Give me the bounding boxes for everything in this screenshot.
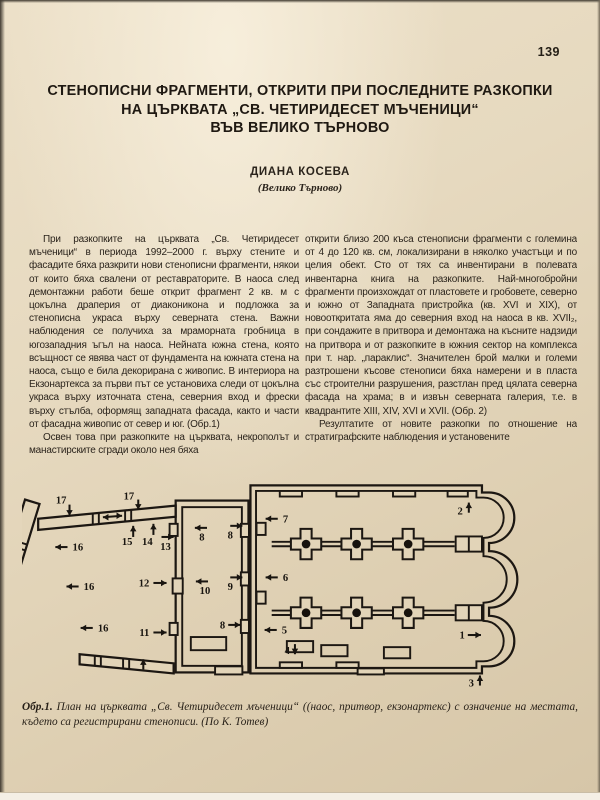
plan-marker-number: 8 (219, 620, 226, 632)
plan-marker-16 (55, 543, 83, 554)
plan-marker-13 (160, 534, 173, 553)
plan-marker-number: 2 (457, 506, 463, 518)
plan-marker-number: 14 (142, 537, 153, 549)
scan-edge-left (0, 0, 5, 800)
plan-marker-number: 9 (227, 582, 233, 594)
naos (250, 485, 517, 674)
plan-marker-16 (81, 623, 109, 634)
plan-marker-number: 8 (199, 532, 205, 544)
plan-marker-17 (124, 492, 142, 510)
plan-marker-number: 8 (227, 530, 233, 542)
plan-marker-number: 10 (199, 586, 211, 598)
plan-marker-number: 5 (281, 625, 288, 637)
figure-caption-text: План на църквата „Св. Четиридесет мъченици“ ((наос, притвор, екзонартекс) с означение на местата, където са регистрирани стенописи. (По К. Тотев) (22, 701, 578, 728)
plan-marker-number: 16 (97, 623, 109, 635)
author-name: ДИАНА КОСЕВА (250, 166, 350, 178)
plan-marker-3 (469, 675, 484, 689)
column-right (305, 233, 577, 475)
plan-marker-4 (285, 644, 299, 657)
plan-marker-10 (196, 578, 210, 597)
plan-marker-11 (139, 628, 166, 639)
column-dot (352, 540, 361, 549)
article-title (18, 82, 582, 138)
plan-marker-8 (220, 620, 240, 631)
figure-caption (22, 700, 578, 729)
plan-marker-number: 7 (282, 514, 289, 526)
plan-marker-number: 17 (123, 491, 135, 503)
column-dot (302, 608, 311, 617)
plan-marker-15 (122, 526, 137, 548)
plan-marker-number: 6 (282, 572, 289, 584)
paragraph: Освен това при разкопките на църквата, некрополът и манастирските сгради около нея бяха (29, 432, 299, 457)
plan-marker-number: 16 (83, 582, 95, 594)
paragraph: Резултатите от новите разкопки по отношение на стратиграфските наблюдения и установените (305, 418, 577, 444)
plan-marker-number: 1 (459, 630, 465, 642)
plan-marker-1 (459, 631, 480, 642)
plan-marker-12 (139, 578, 167, 589)
column-left (29, 233, 299, 475)
exonarthex-west-wall (22, 500, 40, 675)
column-dot (404, 540, 413, 549)
column-dot (302, 540, 311, 549)
title-line-2: НА ЦЪРКВАТА „СВ. ЧЕТИРИДЕСЕТ МЪЧЕНИЦИ“ (121, 101, 479, 118)
paragraph: открити близо 200 къса стенописни фрагменти с големина от 4 до 120 кв. см, локализирани в няколко участъци и по целия обект. Сто от тях са инвентирани в полевата инвентарна книга на разкопките. Най-многобройни фрагменти произхождат от пластовете и гробовете, северно и южно от Западната пристройка (кв. XVI и XIX), от новооткритата яма до северния вход на наоса в кв. XVII₂, при сондажите в притвора и демонтажа на късните надзиди на притвора и от разкопките в южния сектор на комплекса при т. нар. „параклис“. Значителен брой малки и големи разтрошени късове стенописи бяха намерени и в пласта със строителни разрушения, разстлан пред цялата северна фасада на храма; в и извън северната галерия, т.е. в квадрантите XIII, XIV, XVI и XVII. (Обр. 2) (305, 234, 577, 417)
figure-caption-label: Обр.1. (22, 701, 53, 713)
title-line-3: ВЪВ ВЕЛИКО ТЪРНОВО (210, 120, 390, 137)
plan-marker-number: 11 (139, 628, 150, 640)
plan-marker-2 (457, 503, 472, 518)
exonarthex-south-wall (80, 654, 174, 673)
plan-marker-6 (266, 573, 288, 584)
plan-marker-number: 4 (284, 646, 290, 658)
plan-marker-number: 12 (138, 578, 150, 590)
plan-marker-number: 16 (72, 542, 84, 554)
scan-edge-top (0, 0, 600, 3)
plan-marker-number: 3 (468, 678, 474, 690)
column-dot (404, 608, 413, 617)
page-number: 139 (537, 45, 560, 59)
scan-edge-bottom (0, 792, 600, 800)
plan-marker-8 (195, 525, 207, 544)
plan-marker-5 (265, 626, 287, 637)
plan-marker-number: 13 (160, 542, 171, 554)
author-location: (Велико Търново) (257, 182, 343, 194)
church-plan-svg (22, 478, 578, 696)
title-line-1: СТЕНОПИСНИ ФРАГМЕНТИ, ОТКРИТИ ПРИ ПОСЛЕДНИТЕ РАЗКОПКИ (47, 83, 553, 99)
plan-marker-16 (66, 582, 94, 593)
church-plan-figure (22, 478, 578, 696)
plan-marker-14 (142, 524, 157, 548)
paragraph: При разкопките на църквата „Св. Четиридесет мъченици“ в периода 1992–2000 г. върху стените и фасадите бяха разкрити нови стенописни фрагменти, някои от които бяха свалени от реставраторите. В наоса след демонтажни работи беше открит фрагмент 2 кв. м с цокълна драперия от диаконикона и подложка за стенописна украса върху северната стена. Важни наблюдения се получиха за мраморната гробница в югозападния ъгъл на наоса. Нейната южна стена, която всъщност се явява част от фундамента на южната стена на наоса, също е била декорирана с живопис. В интериора на Екзонартекса за първи път се установиха следи от цокълна украса върху източната стена, северния вход и фрески върху стълба, оформящ западната фасада, както и части от фасадна живопис от север и юг. (Обр.1) (29, 234, 299, 430)
plan-marker-number: 17 (55, 495, 67, 507)
column-dot (352, 608, 361, 617)
plan-marker-17 (56, 496, 73, 516)
plan-marker-number: 15 (121, 537, 133, 549)
plan-marker-7 (266, 514, 289, 525)
